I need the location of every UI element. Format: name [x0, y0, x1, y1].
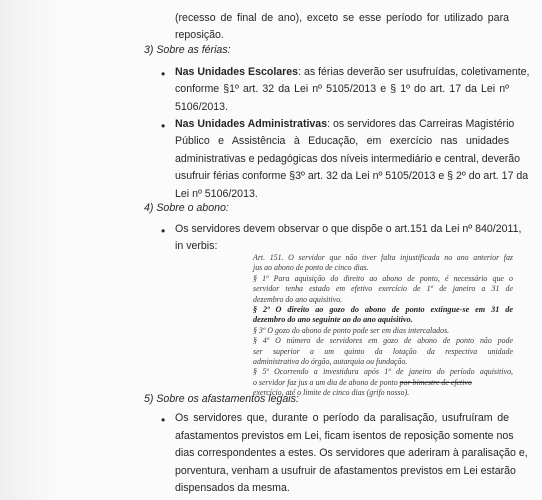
quote-bold-line: § 2º O direito ao gozo do abono de ponto extingue-se em 31 de	[253, 305, 513, 315]
section-3-bullet-2: Nas Unidades Administrativas: os servidores das Carreiras Magistério Público e Assistência à Educação, em exercício nas unidades administrativas e pedagógicas dos níveis intermediário e central, deverão usufruir férias conforme §3º art. 32 da Lei nº 5105/2013 e § 2º do art. 17 da Lei nº 5106/2013.	[175, 116, 509, 203]
law-quote-block: Art. 151. O servidor que não tiver falta injustificada no ano anterior faz jus ao abono de ponto de cinco dias. § 1º Para aquisição do direito ao abono de ponto, é necessário que o servidor tenha estado em efetivo exercício de 1º de janeiro a 31 de dezembro do ano aquisitivo. § 2º O direito ao gozo do abono de ponto extingue-se em 31 de dezembro do ano seguinte ao do ano aquisitivo. § 3º O gozo do abono de ponto pode ser em dias intercalados. § 4º O número de servidores em gozo de abono de ponto não pode ser superior a um quinto da lotação da respectiva unidade administrativa do órgão, autarquia ou fundação. § 5º Ocorrendo a investidura após 1º de janeiro do período aquisitivo, o servidor faz jus a um dia de abono de ponto por bimestre de efetivo exercício, até o limite de cinco dias (grifo nosso).	[253, 253, 513, 398]
bullet-1-bold: Nas Unidades Escolares	[175, 66, 299, 78]
text-line: porventura, venham a usufruir de afastamentos previstos em Lei estarão	[175, 464, 516, 477]
intro-line: reposição.	[175, 29, 224, 42]
section-4-bullet	[175, 221, 522, 256]
intro-line: (recesso de final de ano), exceto se esse período for utilizado para	[175, 12, 509, 24]
text-line: 5106/2013.	[175, 100, 229, 113]
text-line: Os servidores devem observar o que dispõe o art.151 da Lei nº 840/2011,	[175, 223, 522, 235]
section-3-heading: 3) Sobre as férias:	[144, 44, 231, 56]
text-line: Os servidores que, durante o período da paralisação, usufruíram de	[175, 412, 509, 424]
text-line: dias correspondentes a estes. Os servidores que aderiram à paralisação e,	[175, 447, 528, 460]
text-line: in verbis:	[175, 240, 218, 253]
bullet-icon: •	[161, 224, 166, 238]
bullet-2-bold: Nas Unidades Administrativas	[175, 118, 328, 130]
text-line: conforme §1º art. 32 da Lei nº 5105/2013 e § 1º do art. 17 da Lei nº	[175, 83, 509, 96]
bullet-icon: •	[161, 413, 166, 427]
section-5-bullet	[175, 410, 528, 498]
text-line: Lei nº 5106/2013.	[175, 187, 258, 200]
section-5-heading: 5) Sobre os afastamentos legais:	[144, 393, 299, 405]
quote-bold-line: dezembro do ano seguinte ao do ano aquisitivo.	[253, 315, 413, 325]
bullet-icon: •	[161, 119, 166, 133]
text-line: dispensados da mesma.	[175, 482, 290, 495]
text-line: administrativas e pedagógicas dos níveis intermediário e central, deverão	[175, 152, 521, 165]
section-4-heading: 4) Sobre o abono:	[144, 202, 229, 214]
struck-text: por bimestre de efetivo	[399, 377, 472, 387]
scan-edge-shadow	[0, 0, 60, 500]
text-line: Público e Assistência à Educação, em exercício nas unidades	[175, 135, 509, 148]
text-line: afastamentos previstos em Lei, ficam isentos de reposição somente nos	[175, 429, 514, 442]
section-3-bullet-1: Nas Unidades Escolares: as férias deverão ser usufruídas, coletivamente, conforme §1º art. 32 da Lei nº 5105/2013 e § 1º do art. 17 da Lei nº 5106/2013.	[175, 64, 509, 116]
intro-paragraph	[175, 10, 509, 45]
text-line: usufruir férias conforme §3º art. 32 da Lei nº 5105/2013 e § 2º do art. 17 da	[175, 170, 529, 183]
bullet-icon: •	[161, 67, 166, 81]
